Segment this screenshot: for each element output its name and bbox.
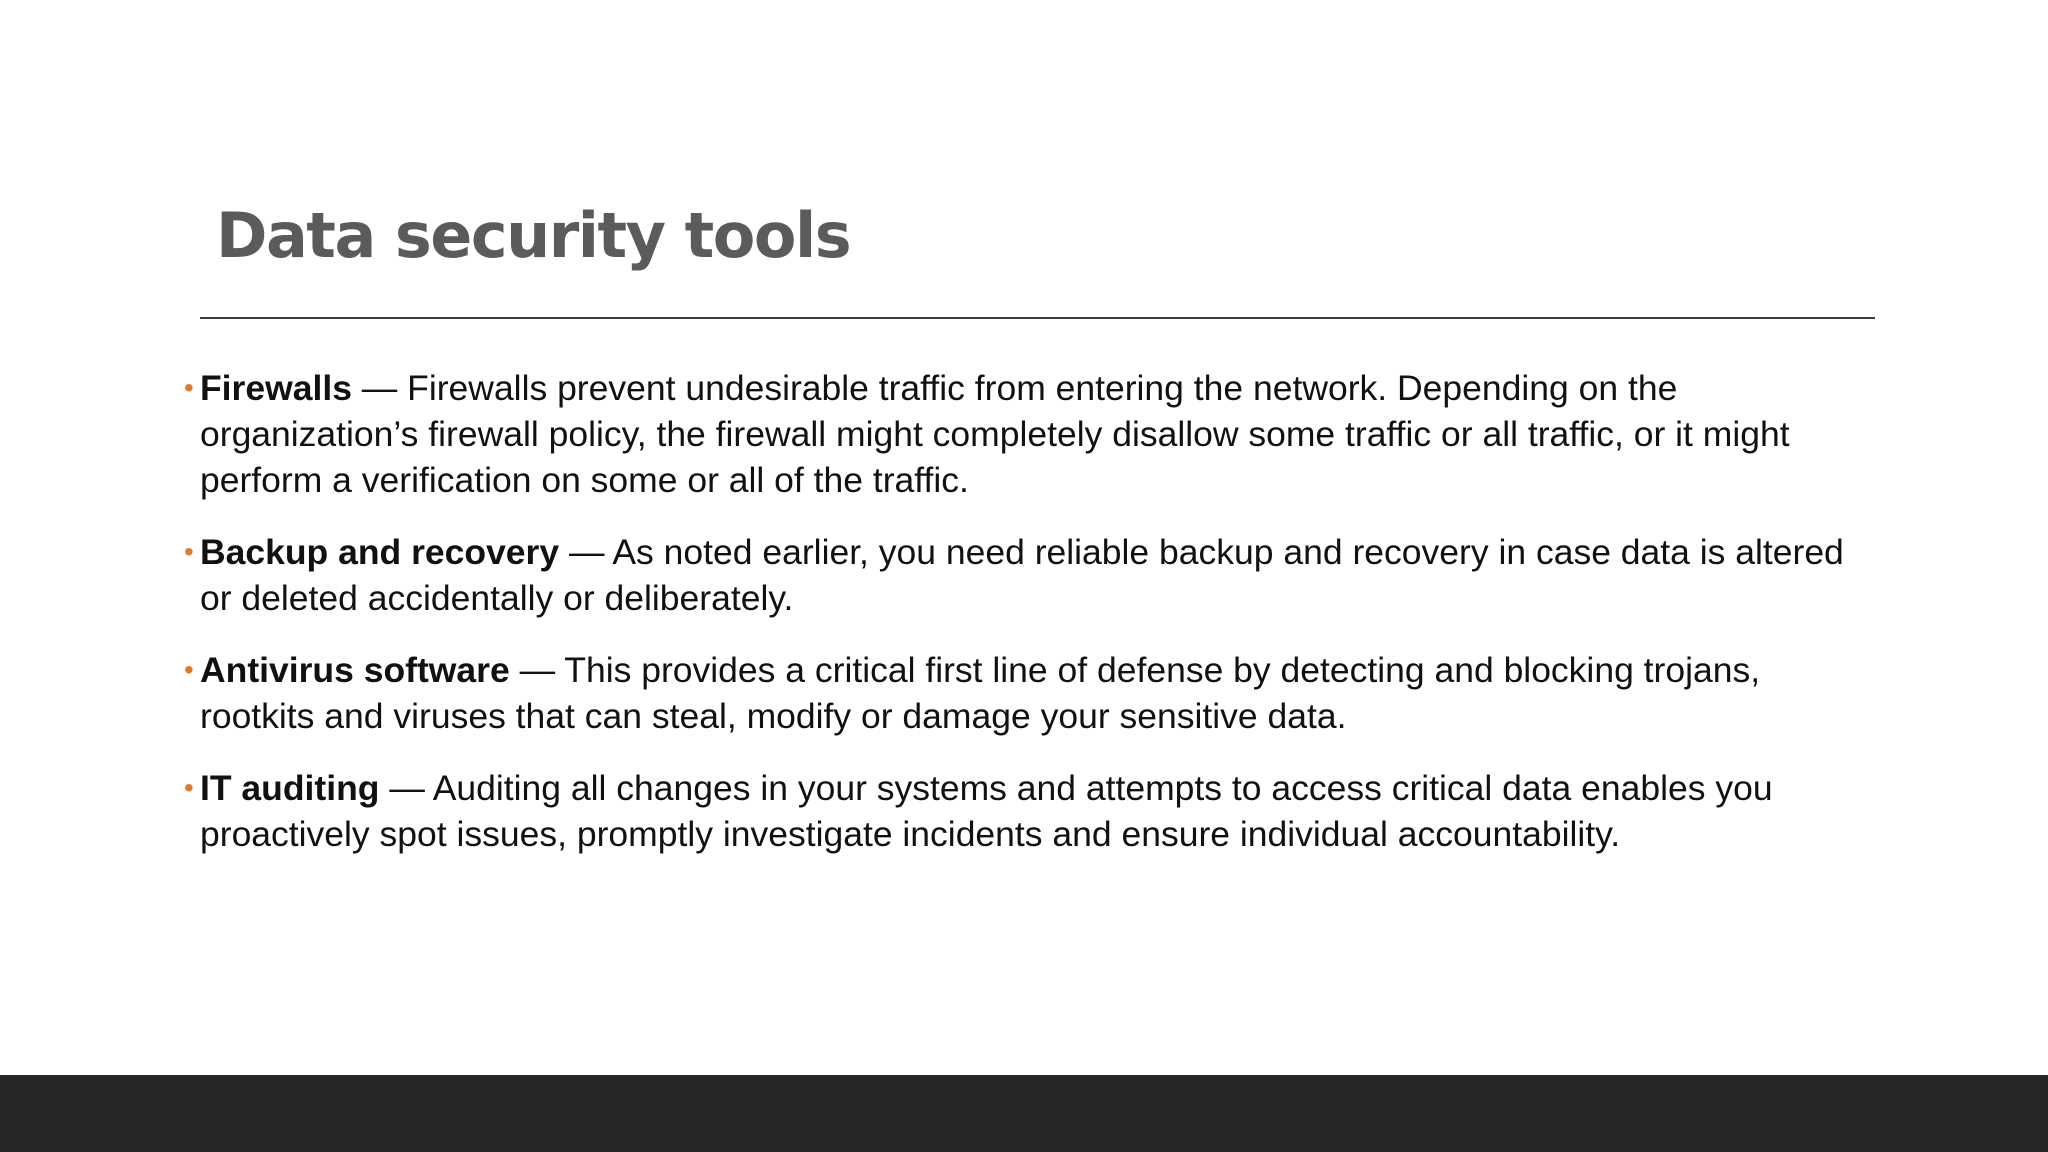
- bullet-item-antivirus-software: [184, 647, 1860, 739]
- bullet-term: Antivirus software: [200, 650, 510, 690]
- bullet-marker: •: [184, 372, 194, 403]
- bullet-term: Firewalls: [200, 368, 352, 408]
- bullet-term: Backup and recovery: [200, 532, 560, 572]
- bullet-term: IT auditing: [200, 768, 380, 808]
- bullet-description: — This provides a critical first line of defense by detecting and blocking trojans, rootkits and viruses that can steal, modify or damage your sensitive data.: [200, 650, 1761, 736]
- bullet-description: — Auditing all changes in your systems and attempts to access critical data enables you proactively spot issues, promptly investigate incidents and ensure individual accountability.: [200, 768, 1773, 854]
- slide-title: Data security tools: [216, 199, 851, 272]
- bullet-item-backup-and-recovery: [184, 529, 1860, 621]
- bullet-marker: •: [184, 772, 194, 803]
- bullet-marker: •: [184, 654, 194, 685]
- bullet-item-it-auditing: [184, 765, 1860, 857]
- title-divider: [200, 317, 1875, 319]
- bullet-description: — As noted earlier, you need reliable backup and recovery in case data is altered or deleted accidentally or deliberately.: [200, 532, 1844, 618]
- bullet-description: — Firewalls prevent undesirable traffic from entering the network. Depending on the organization’s firewall policy, the firewall might completely disallow some traffic or all traffic, or it might perform a verification on some or all of the traffic.: [200, 368, 1790, 500]
- bullet-item-firewalls: [184, 365, 1860, 503]
- footer-bar: [0, 1075, 2048, 1152]
- bullet-marker: •: [184, 536, 194, 567]
- bullet-list: [184, 365, 1860, 883]
